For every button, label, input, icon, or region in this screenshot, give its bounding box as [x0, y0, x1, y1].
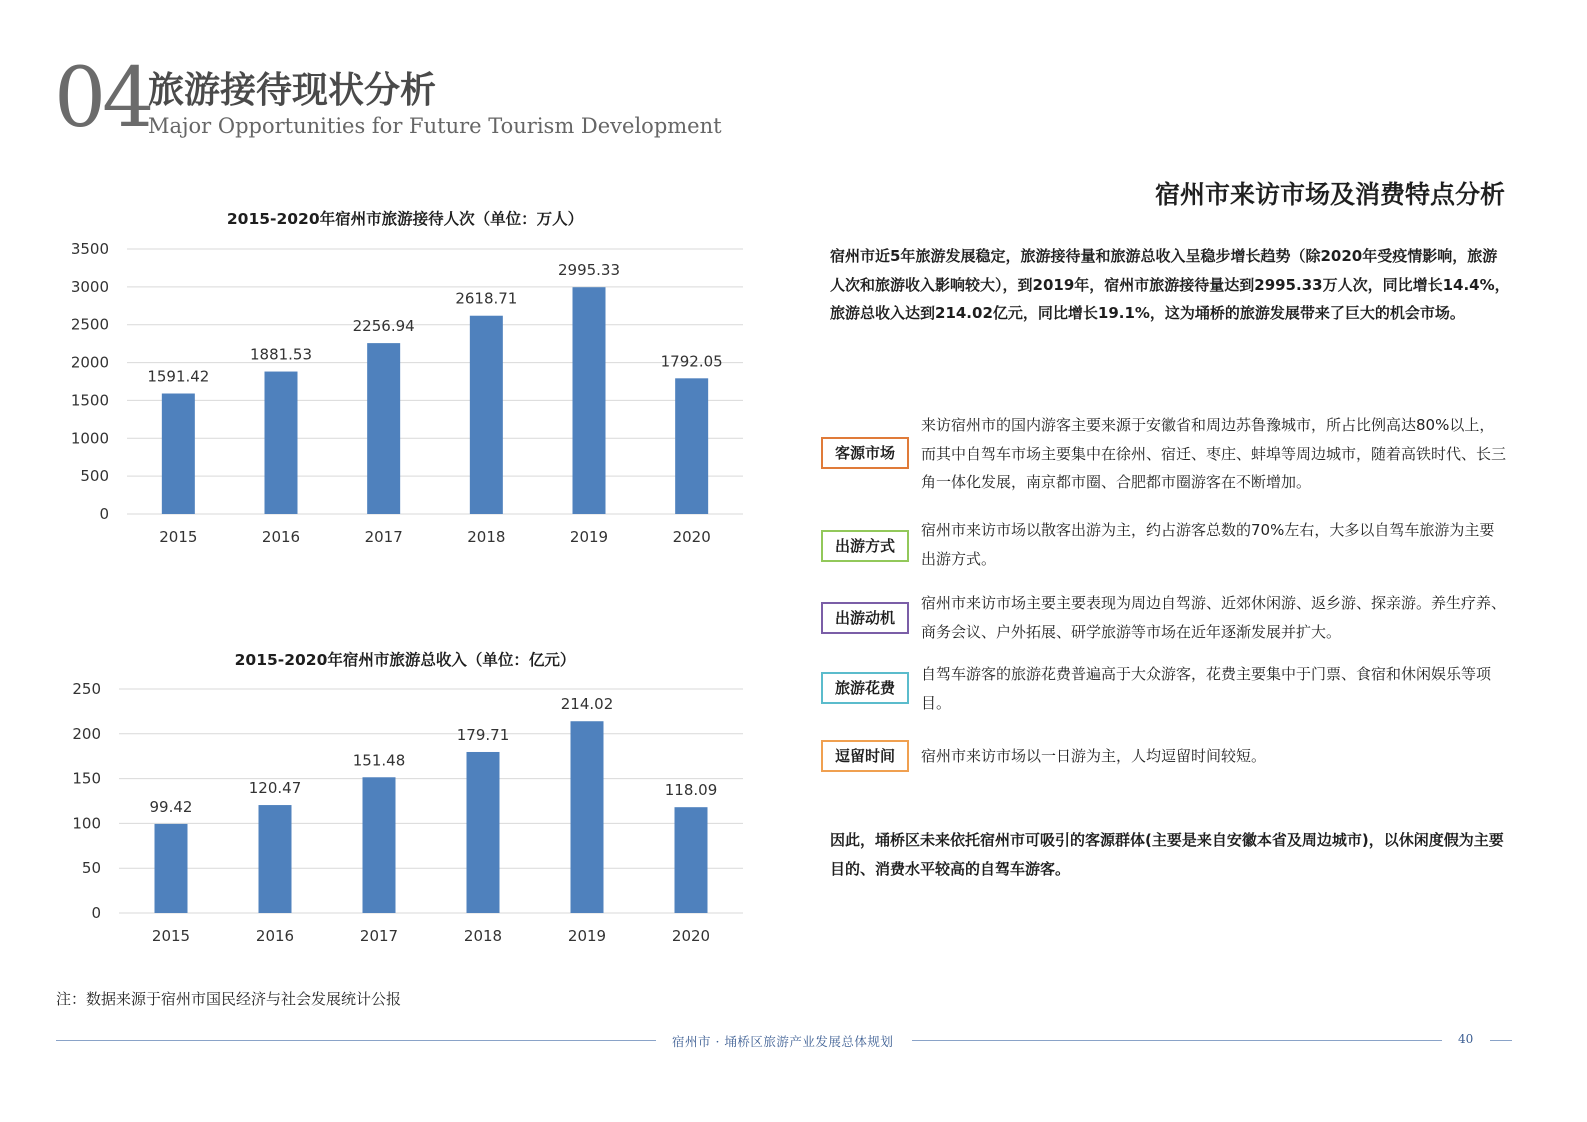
chart1-ytick-label: 1000: [70, 429, 109, 448]
chart2-xtick-label: 2015: [151, 927, 191, 945]
chart2-data-label: 179.71: [456, 725, 510, 744]
chart1-ytick-label: 2500: [70, 315, 109, 334]
visitors-bar-chart: [55, 235, 755, 565]
tag-travel-spending: 旅游花费: [821, 672, 909, 704]
chart2-bar: [675, 807, 708, 913]
chart2-xtick-label: 2019: [567, 927, 607, 945]
intro-paragraph: 宿州市近5年旅游发展稳定，旅游接待量和旅游总收入呈稳步增长趋势（除2020年受疫情影响，旅游人次和旅游收入影响较大），到2019年，宿州市旅游接待量达到2995.33万人次，同比增长14.4%，旅游总收入达到214.02亿元，同比增长19.1%，这为埇桥的旅游发展带来了巨大的机会市场。: [830, 247, 1510, 322]
chart2-data-label: 151.48: [352, 751, 406, 770]
chart1-bar: [265, 372, 298, 514]
chart1-xtick-label: 2015: [159, 528, 198, 546]
tag-travel-motive: 出游动机: [821, 602, 909, 634]
chart1-bar: [162, 394, 195, 514]
footer-line-right: [1490, 1040, 1512, 1041]
desc-travel-mode: 宿州市来访市场以散客出游为主，约占游客总数的70%左右，大多以自驾车旅游为主要出游方式。: [921, 521, 1495, 568]
chart2-ytick-label: 50: [81, 859, 101, 878]
chart2-xtick-label: 2017: [359, 927, 399, 945]
chart1-data-label: 1591.42: [147, 367, 210, 386]
chart2-data-label: 118.09: [664, 781, 718, 800]
chart2-ytick-label: 100: [72, 814, 101, 833]
desc-stay-duration: 宿州市来访市场以一日游为主，人均逗留时间较短。: [921, 747, 1267, 765]
chart2-data-label: 214.02: [560, 695, 614, 714]
chart1-bar: [573, 287, 606, 514]
chart2-bar: [571, 721, 604, 913]
section-number: 04: [54, 51, 151, 146]
right-heading: 宿州市来访市场及消费特点分析: [1154, 180, 1505, 209]
conclusion-paragraph: 因此，埇桥区未来依托宿州市可吸引的客源群体(主要是来自安徽本省及周边城市)，以休闲度假为主要目的、消费水平较高的自驾车游客。: [830, 831, 1504, 878]
chart1-ytick-label: 1500: [70, 391, 109, 410]
chart1-bar: [675, 378, 708, 514]
chart2-ytick-label: 150: [72, 769, 101, 788]
chart1-ytick-label: 500: [80, 467, 109, 486]
chart2-bar: [259, 805, 292, 913]
chart2-xtick-label: 2020: [671, 927, 711, 945]
chart1-xtick-label: 2018: [467, 528, 506, 546]
chart1-xtick-label: 2019: [569, 528, 609, 546]
chart1-ytick-label: 3000: [70, 277, 109, 296]
chart1-ytick-label: 0: [99, 505, 109, 523]
footer-title: 宿州市 · 埇桥区旅游产业发展总体规划: [672, 1034, 894, 1049]
tag-travel-mode: 出游方式: [821, 530, 909, 562]
chart1-title: 2015-2020年宿州市旅游接待人次（单位：万人）: [226, 210, 584, 228]
tag-source-market: 客源市场: [821, 437, 909, 469]
chart1-data-label: 1792.05: [660, 352, 723, 371]
desc-travel-spending: 自驾车游客的旅游花费普遍高于大众游客，花费主要集中于门票、食宿和休闲娱乐等项目。: [921, 665, 1492, 712]
chart2-bar: [467, 752, 500, 913]
chart2-bar: [155, 824, 188, 913]
footer-line-middle: [912, 1040, 1442, 1041]
chart1-bar: [367, 343, 400, 514]
chart2-ytick-label: 250: [72, 680, 101, 698]
footer-line-left: [56, 1040, 656, 1041]
chart2-ytick-label: 200: [72, 724, 101, 743]
chart1-data-label: 1881.53: [249, 345, 313, 364]
page-number: 40: [1458, 1032, 1474, 1046]
chart1-xtick-label: 2020: [672, 528, 711, 546]
chart2-xtick-label: 2018: [463, 927, 503, 945]
chart2-data-label: 99.42: [149, 797, 193, 816]
chart2-bar: [363, 777, 396, 913]
chart1-ytick-label: 3500: [70, 240, 109, 258]
desc-travel-motive: 宿州市来访市场主要主要表现为周边自驾游、近郊休闲游、返乡游、探亲游。养生疗养、商务会议、户外拓展、研学旅游等市场在近年逐渐发展并扩大。: [921, 594, 1507, 641]
desc-source-market: 来访宿州市的国内游客主要来源于安徽省和周边苏鲁豫城市，所占比例高达80%以上，而其中自驾车市场主要集中在徐州、宿迁、枣庄、蚌埠等周边城市，随着高铁时代、长三角一体化发展，南京都市圈、合肥都市圈游客在不断增加。: [921, 416, 1507, 491]
chart1-data-label: 2256.94: [352, 317, 415, 336]
chart2-ytick-label: 0: [91, 904, 101, 922]
data-source-note: 注：数据来源于宿州市国民经济与社会发展统计公报: [56, 990, 402, 1008]
tag-stay-duration: 逗留时间: [821, 740, 909, 772]
chart1-data-label: 2618.71: [455, 289, 518, 308]
chart2-xtick-label: 2016: [255, 927, 295, 945]
chart2-title: 2015-2020年宿州市旅游总收入（单位：亿元）: [234, 651, 576, 669]
chart1-ytick-label: 2000: [70, 353, 109, 372]
chart1-bar: [470, 316, 503, 514]
chart1-xtick-label: 2016: [261, 528, 301, 546]
chart1-data-label: 2995.33: [557, 261, 621, 280]
section-subtitle-en: Major Opportunities for Future Tourism Development: [148, 114, 722, 138]
chart2-data-label: 120.47: [248, 779, 302, 798]
revenue-bar-chart: [55, 676, 755, 966]
chart1-xtick-label: 2017: [364, 528, 403, 546]
section-title: 旅游接待现状分析: [148, 69, 437, 111]
